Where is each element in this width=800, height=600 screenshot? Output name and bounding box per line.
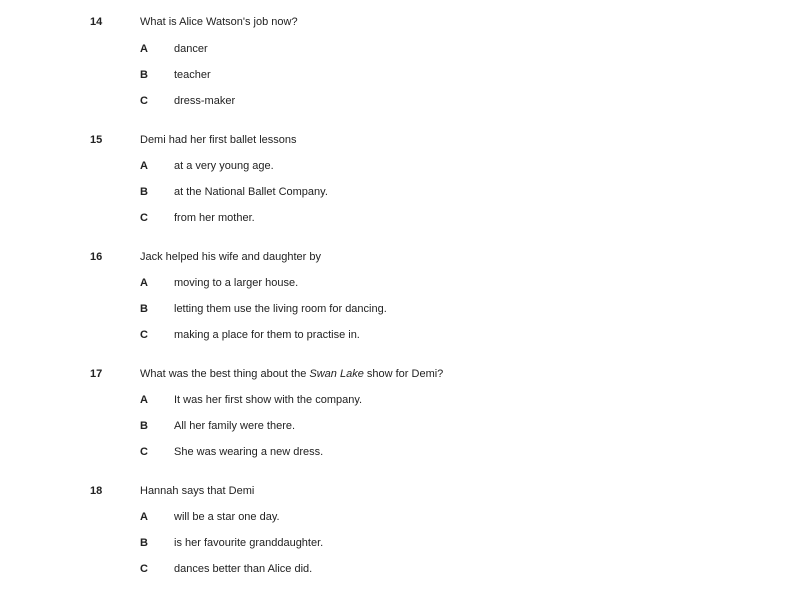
option-letter: B	[140, 420, 148, 432]
question-number: 15	[90, 134, 103, 146]
option-letter: B	[140, 69, 148, 81]
question-number: 14	[90, 16, 103, 28]
question-text: What is Alice Watson's job now?	[140, 16, 298, 28]
option-letter: C	[140, 563, 148, 575]
question-number: 18	[90, 485, 103, 497]
option-letter: A	[140, 160, 148, 172]
option-text: All her family were there.	[174, 420, 296, 432]
question-text-part: What was the best thing about the	[140, 368, 310, 380]
option-letter: B	[140, 537, 148, 549]
option-letter: C	[140, 95, 148, 107]
show-title: Swan Lake	[309, 368, 364, 380]
question-text: Hannah says that Demi	[140, 485, 255, 497]
option-text: at a very young age.	[174, 160, 274, 172]
question-text	[140, 368, 443, 380]
option-text: making a place for them to practise in.	[174, 329, 360, 341]
question-number: 17	[90, 368, 103, 380]
option-text: dances better than Alice did.	[174, 563, 313, 575]
question-number: 16	[90, 251, 103, 263]
option-text: will be a star one day.	[174, 511, 280, 523]
option-letter: A	[140, 277, 148, 289]
option-text: It was her first show with the company.	[174, 394, 363, 406]
option-letter: C	[140, 446, 148, 458]
option-text: letting them use the living room for dancing.	[174, 303, 387, 315]
option-letter: B	[140, 186, 148, 198]
option-letter: C	[140, 212, 148, 224]
option-letter: A	[140, 511, 148, 523]
question-text-part: show for Demi?	[363, 368, 444, 380]
option-text: teacher	[174, 69, 211, 81]
option-text: is her favourite granddaughter.	[174, 537, 324, 549]
option-text: from her mother.	[174, 212, 255, 224]
question-text: Demi had her first ballet lessons	[140, 134, 297, 146]
option-text: moving to a larger house.	[174, 277, 299, 289]
question-text: Jack helped his wife and daughter by	[140, 251, 322, 263]
option-text: at the National Ballet Company.	[174, 186, 328, 198]
option-letter: A	[140, 394, 148, 406]
option-letter: B	[140, 303, 148, 315]
option-letter: C	[140, 329, 148, 341]
option-letter: A	[140, 43, 148, 55]
option-text: She was wearing a new dress.	[174, 446, 324, 458]
option-text: dress-maker	[174, 95, 236, 107]
option-text: dancer	[174, 43, 208, 55]
